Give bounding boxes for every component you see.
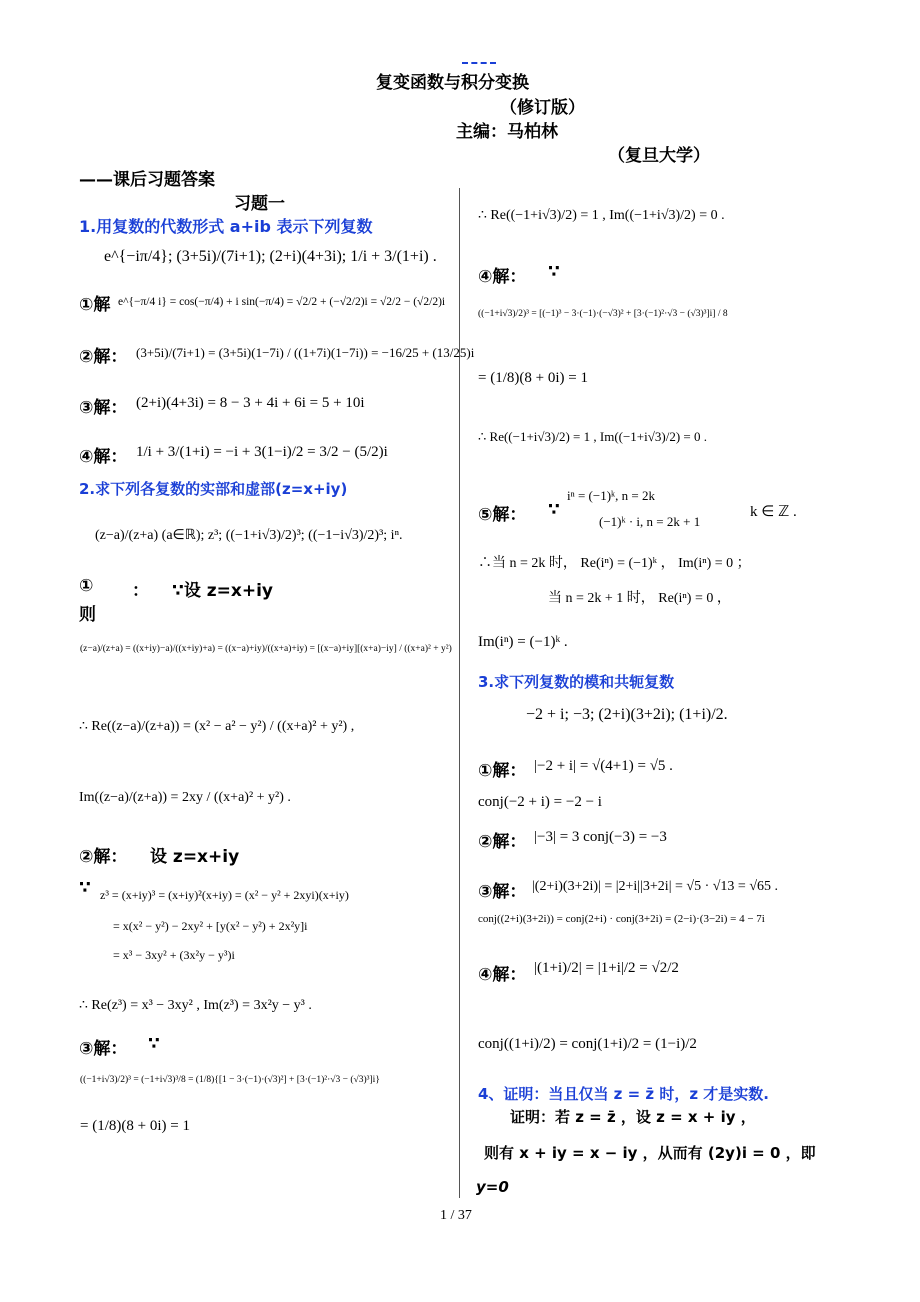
q2-s3-line2: = (1/8)(8 + 0i) = 1 <box>80 1118 190 1134</box>
q2-s5-kz: k ∈ ℤ . <box>750 504 797 520</box>
q1-s1: e^{−π/4 i} = cos(−π/4) + i sin(−π/4) = √2/2 + (−√2/2)i = √2/2 − (√2/2)i <box>118 296 446 308</box>
q4-heading: 4、证明：当且仅当 z = z̄ 时，z 才是实数. <box>478 1085 770 1103</box>
q2-s5-because: ∵ <box>548 500 560 520</box>
q3-s2: |−3| = 3 conj(−3) = −3 <box>534 829 667 845</box>
doc-title: 复变函数与积分变换 <box>376 73 529 93</box>
university: （复旦大学） <box>608 146 710 166</box>
q2-s1-label: ① <box>79 576 94 596</box>
q2-s3-label: ③解： <box>79 1039 128 1059</box>
q2-s5-case1: iⁿ = (−1)ᵏ, n = 2k <box>567 488 655 503</box>
q2-s2-label: ②解： <box>79 847 128 867</box>
q4-proof-line3: y=0 <box>476 1178 509 1196</box>
top-blue-mark <box>462 62 496 64</box>
q2-s1-colon: ： <box>132 581 149 601</box>
q2-s2-intro: 设 z=x+iy <box>150 847 240 867</box>
q2-s1-re: ∴ Re((z−a)/(z+a)) = (x² − a² − y²) / ((x+a)² + y²) , <box>79 719 355 734</box>
q2-s5-label: ⑤解： <box>478 505 527 525</box>
edition: （修订版） <box>500 98 585 118</box>
q2-s1-then: 则 <box>79 605 96 625</box>
q2-s5-odd: 当 n = 2k + 1 时， Re(iⁿ) = 0 ， <box>548 591 731 606</box>
page-number: 1 / 37 <box>440 1208 472 1223</box>
subtitle: ——课后习题答案 <box>79 170 215 190</box>
q3-problems: −2 + i; −3; (2+i)(3+2i); (1+i)/2. <box>526 706 728 723</box>
q1-s2-label: ②解： <box>79 347 128 367</box>
q2-s2-line3: = x³ − 3xy² + (3x²y − y³)i <box>113 948 235 962</box>
q3-s1-conj: conj(−2 + i) = −2 − i <box>478 794 602 810</box>
q2-problems: (z−a)/(z+a) (a∈ℝ); z³; ((−1+i√3)/2)³; ((−1−i√3)/2)³; iⁿ. <box>95 528 403 543</box>
q2-s2-result: ∴ Re(z³) = x³ − 3xy² , Im(z³) = 3x²y − y³ . <box>79 998 312 1013</box>
q2-s5-case2: (−1)ᵏ · i, n = 2k + 1 <box>599 514 701 529</box>
q2-s4-label: ④解： <box>478 267 527 287</box>
q2-s4-line2: = (1/8)(8 + 0i) = 1 <box>478 370 588 386</box>
column-divider <box>459 188 460 1198</box>
q1-s4: 1/i + 3/(1+i) = −i + 3(1−i)/2 = 3/2 − (5/2)i <box>136 444 388 460</box>
q2-s3-line1: ((−1+i√3)/2)³ = (−1+i√3)³/8 = (1/8){[1 − 3·(−1)·(√3)²] + [3·(−1)²·√3 − (√3)³]i} <box>80 1075 380 1085</box>
editor: 主编：马柏林 <box>456 122 558 142</box>
q2-s2-because: ∵ <box>79 878 91 898</box>
q1-s4-label: ④解： <box>79 447 128 467</box>
q3-s4-conj: conj((1+i)/2) = conj(1+i)/2 = (1−i)/2 <box>478 1036 697 1052</box>
q2-s2-line2: = x(x² − y²) − 2xy² + [y(x² − y²) + 2x²y]i <box>113 919 308 933</box>
q2-s4-because: ∵ <box>548 262 560 282</box>
q3-s4: |(1+i)/2| = |1+i|/2 = √2/2 <box>534 960 679 976</box>
q2-s3-because: ∵ <box>148 1034 160 1054</box>
q3-s4-label: ④解： <box>478 965 527 985</box>
exercise-title: 习题一 <box>234 194 285 214</box>
q1-s3: (2+i)(4+3i) = 8 − 3 + 4i + 6i = 5 + 10i <box>136 395 365 411</box>
q1-s2: (3+5i)/(7i+1) = (3+5i)(1−7i) / ((1+7i)(1−7i)) = −16/25 + (13/25)i <box>136 345 475 360</box>
q4-proof-line1: 证明：若 z = z̄ ，设 z = x + iy ， <box>510 1108 756 1126</box>
q3-s3-label: ③解： <box>478 882 527 902</box>
q2-s1-intro: ∵设 z=x+iy <box>172 581 274 601</box>
q2-s4-result: ∴ Re((−1+i√3)/2) = 1 , Im((−1+i√3)/2) = 0 . <box>478 429 707 444</box>
q2-s2-line1: z³ = (x+iy)³ = (x+iy)²(x+iy) = (x² − y² + 2xyi)(x+iy) <box>100 888 349 902</box>
q2-s3-result: ∴ Re((−1+i√3)/2) = 1 , Im((−1+i√3)/2) = 0 . <box>478 208 725 223</box>
q1-heading: 1.用复数的代数形式 a+ib 表示下列复数 <box>79 217 373 236</box>
q3-s3-conj: conj((2+i)(3+2i)) = conj(2+i) · conj(3+2i) = (2−i)·(3−2i) = 4 − 7i <box>478 913 765 925</box>
q1-s3-label: ③解： <box>79 398 128 418</box>
q3-s1: |−2 + i| = √(4+1) = √5 . <box>534 758 673 774</box>
q3-s2-label: ②解： <box>478 832 527 852</box>
q2-s1-im: Im((z−a)/(z+a)) = 2xy / ((x+a)² + y²) . <box>79 790 291 805</box>
q1-problems: e^{−iπ/4}; (3+5i)/(7i+1); (2+i)(4+3i); 1/i + 3/(1+i) . <box>104 248 437 265</box>
q2-s5-even: ∴当 n = 2k 时， Re(iⁿ) = (−1)ᵏ ， Im(iⁿ) = 0 ； <box>478 556 751 571</box>
q3-s3: |(2+i)(3+2i)| = |2+i||3+2i| = √5 · √13 = √65 . <box>532 879 779 894</box>
q1-s1-label: ①解 <box>79 295 111 315</box>
q2-s4-line1: ((−1+i√3)/2)³ = [(−1)³ − 3·(−1)·(−√3)² + [3·(−1)²·√3 − (√3)³]i] / 8 <box>478 309 728 319</box>
q4-proof-line2: 则有 x + iy = x − iy ，从而有 (2y)i = 0 ，即 <box>484 1144 816 1162</box>
q2-heading: 2.求下列各复数的实部和虚部(z=x+iy) <box>79 480 348 498</box>
q3-heading: 3.求下列复数的模和共轭复数 <box>478 673 675 691</box>
q2-s5-im-odd: Im(iⁿ) = (−1)ᵏ . <box>478 634 568 650</box>
q2-s1-eq: (z−a)/(z+a) = ((x+iy)−a)/((x+iy)+a) = ((x−a)+iy)/((x+a)+iy) = [(x−a)+iy][(x+a)−iy] / ((x+a)² + y²) <box>80 644 452 654</box>
q3-s1-label: ①解： <box>478 761 527 781</box>
